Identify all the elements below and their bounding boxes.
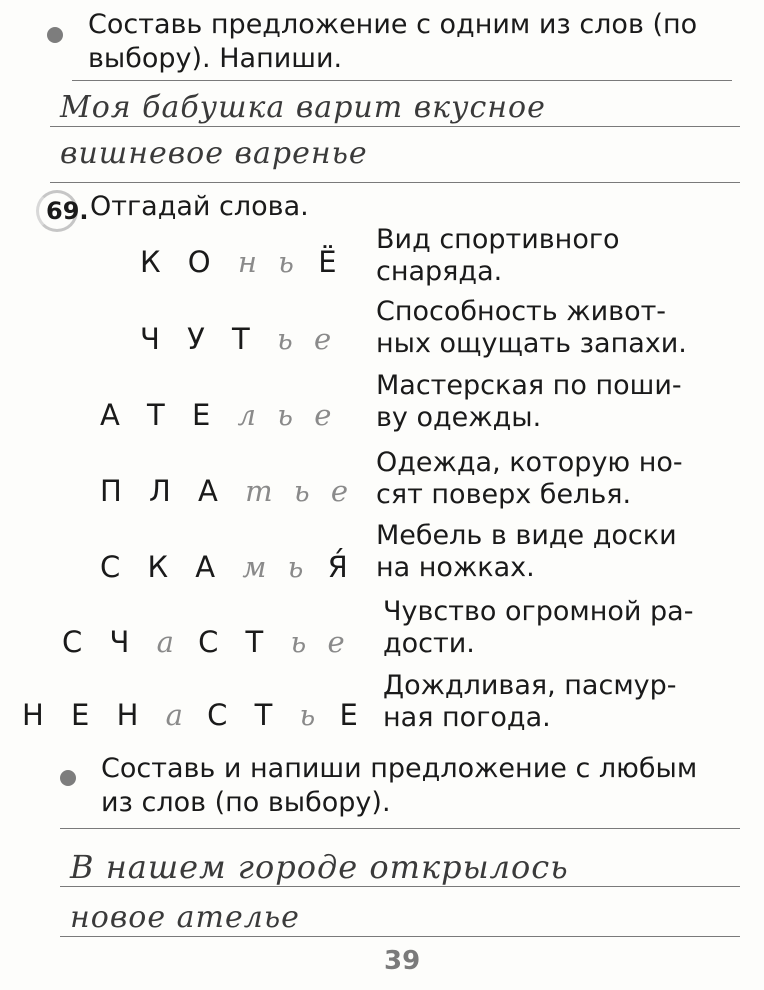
- printed-letters: С Т: [198, 625, 273, 659]
- definition-line: дости.: [383, 628, 475, 659]
- definition: [376, 520, 746, 584]
- word-row: [100, 474, 354, 508]
- ruled-line: [72, 80, 732, 81]
- definition: [376, 370, 746, 434]
- ruled-line: [60, 936, 740, 937]
- definition-line: ву одежды.: [376, 402, 542, 433]
- task1-answer-line1: Моя бабушка варит вкусное: [60, 90, 546, 125]
- definition-line: снаряда.: [376, 256, 503, 287]
- handwritten-letters: ь е: [276, 322, 338, 356]
- word-row: [22, 698, 367, 732]
- bullet-icon: [47, 27, 63, 43]
- printed-letters: Я́: [327, 550, 357, 584]
- bullet-icon: [60, 770, 76, 786]
- handwritten-letters: а: [165, 698, 189, 732]
- exercise-title: Отгадай слова.: [90, 191, 309, 222]
- handwritten-letters: а: [156, 625, 180, 659]
- printed-letters: С К А: [100, 550, 225, 584]
- ruled-line: [50, 126, 740, 127]
- definition-line: Дождливая, пасмур-: [383, 670, 677, 701]
- printed-letters: С Ч: [62, 625, 139, 659]
- task2-text-line2: из слов (по выбору).: [101, 787, 391, 818]
- definition: [376, 224, 746, 288]
- definition-line: Способность живот-: [376, 296, 667, 327]
- handwritten-letters: ь: [299, 698, 322, 732]
- printed-letters: К О: [140, 245, 220, 279]
- printed-letters: Ё: [318, 245, 346, 279]
- word-row: [100, 550, 357, 584]
- definition-line: Мастерская по поши-: [376, 370, 682, 401]
- handwritten-letters: м ь: [242, 550, 310, 584]
- ruled-line: [60, 886, 740, 887]
- printed-letters: П Л А: [100, 474, 227, 508]
- word-row: [62, 625, 351, 659]
- definition-line: ных ощущать запахи.: [376, 328, 687, 359]
- word-row: [140, 322, 337, 356]
- handwritten-letters: ь е: [290, 625, 351, 659]
- page-number: 39: [384, 946, 421, 976]
- definition-line: Одежда, которую но-: [376, 447, 683, 478]
- definition-line: Вид спортивного: [376, 224, 620, 255]
- word-row: [100, 398, 337, 432]
- task1-text-line1: Составь предложение с одним из слов (по: [88, 9, 698, 40]
- definition-line: сят поверх белья.: [376, 479, 632, 510]
- definition: [383, 670, 753, 734]
- task2-text-line1: Составь и напиши предложение с любым: [101, 753, 698, 784]
- task2-answer-line2: новое ателье: [70, 900, 300, 935]
- task2-answer-line1: В нашем городе открылось: [70, 848, 569, 886]
- printed-letters: С Т: [207, 698, 282, 732]
- definition-line: Чувство огромной ра-: [383, 596, 694, 627]
- handwritten-letters: т ь е: [245, 474, 354, 508]
- definition: [376, 447, 746, 511]
- task1-text-line2: выбору). Напиши.: [88, 43, 343, 74]
- task1-answer-line2: вишневое варенье: [60, 136, 368, 171]
- ruled-line: [50, 182, 740, 183]
- handwritten-letters: л ь е: [237, 398, 338, 432]
- definition: [376, 296, 746, 360]
- definition: [383, 596, 753, 660]
- printed-letters: Е: [339, 698, 367, 732]
- printed-letters: Н Е Н: [22, 698, 148, 732]
- definition-line: ная погода.: [383, 702, 551, 733]
- definition-line: Мебель в виде доски: [376, 520, 677, 551]
- word-row: [140, 245, 346, 279]
- exercise-number: 69.: [46, 197, 89, 225]
- handwritten-letters: н ь: [237, 245, 300, 279]
- printed-letters: Ч У Т: [140, 322, 259, 356]
- ruled-line: [60, 828, 740, 829]
- definition-line: на ножках.: [376, 552, 535, 583]
- printed-letters: А Т Е: [100, 398, 220, 432]
